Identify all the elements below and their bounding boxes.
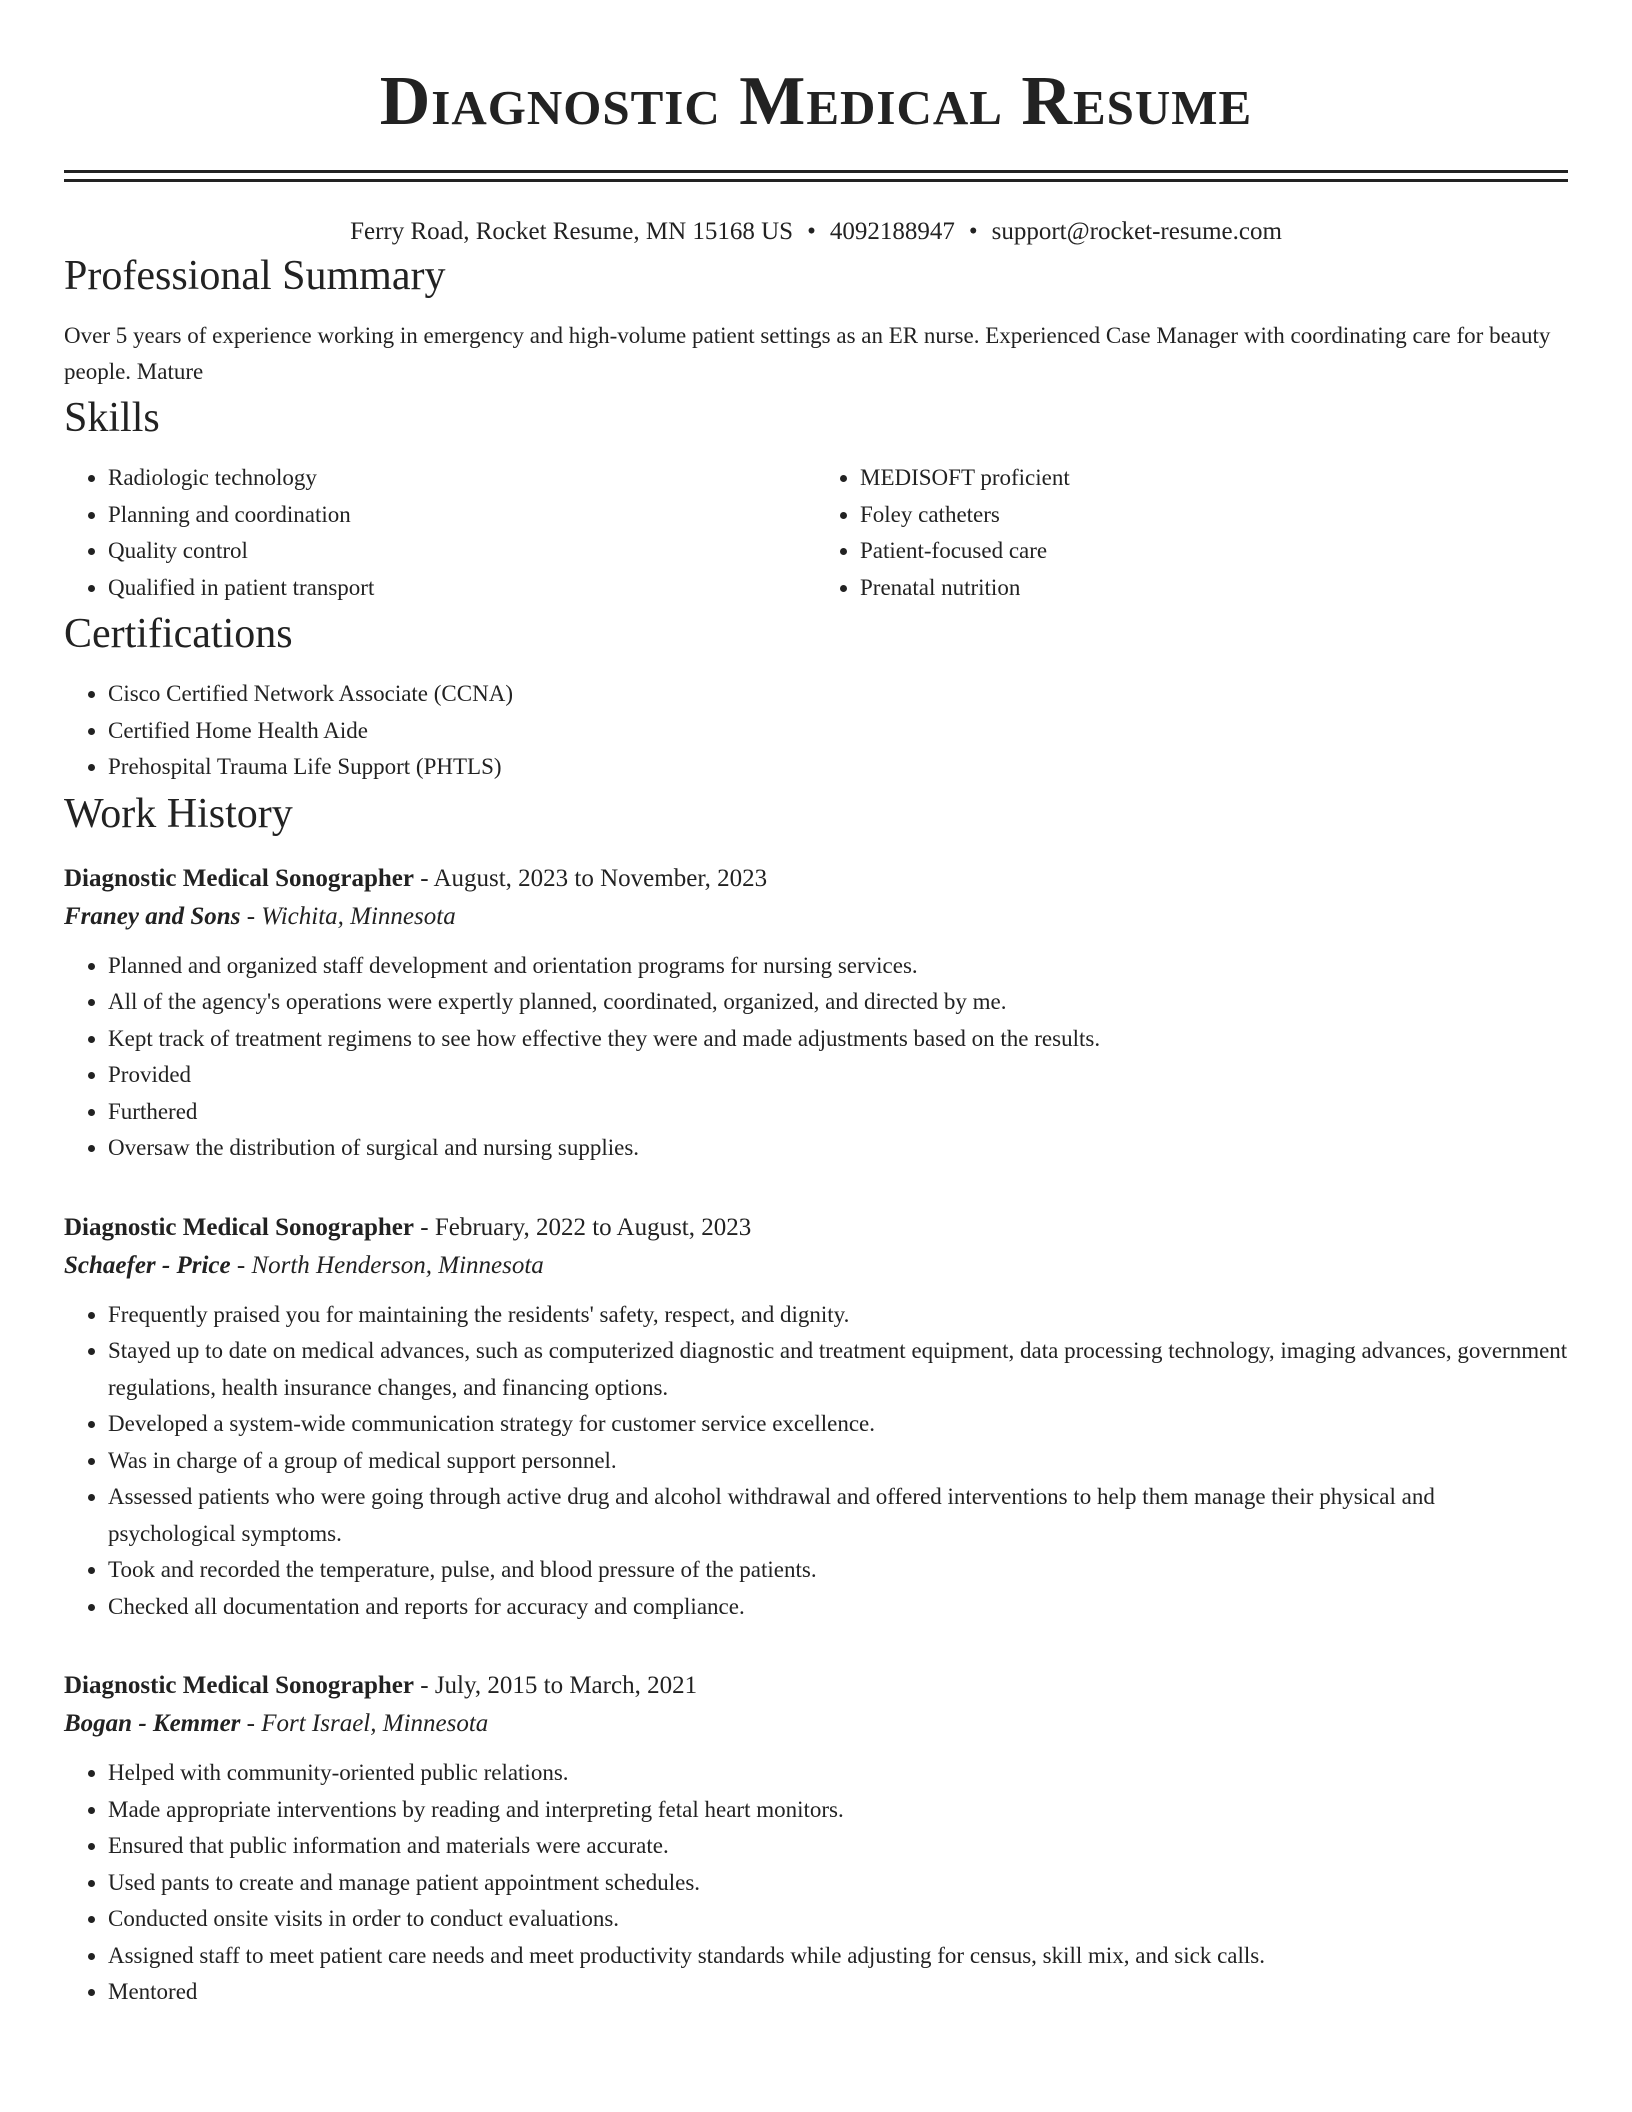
certification-item: • Certified Home Health Aide <box>108 713 1568 750</box>
title-divider-top <box>64 170 1568 173</box>
skill-item: • Quality control <box>108 533 816 570</box>
skill-item: • Qualified in patient transport <box>108 570 816 607</box>
skills-columns <box>64 460 1568 606</box>
job-duty-item: • Frequently praised you for maintaining the residents' safety, respect, and dignity. <box>108 1297 1568 1334</box>
summary-text: Over 5 years of experience working in emergency and high-volume patient settings as an ER nurse. Experienced Case Manager with coordinating care for beauty people. Mature <box>64 323 1551 384</box>
job-duty-item: • Furthered <box>108 1094 1568 1131</box>
job-duty-item: • Planned and organized staff development and orientation programs for nursing services. <box>108 948 1568 985</box>
job-duty-item: • Assigned staff to meet patient care needs and meet productivity standards while adjusting for census, skill mix, and sick calls. <box>108 1938 1568 1975</box>
job-duty-item: • Checked all documentation and reports for accuracy and compliance. <box>108 1589 1568 1626</box>
job-location: - North Henderson, Minnesota <box>230 1251 544 1279</box>
job-dates: - August, 2023 to November, 2023 <box>414 864 768 892</box>
contact-separator: • <box>968 218 978 245</box>
job-duty-item: • All of the agency's operations were expertly planned, coordinated, organized, and directed by me. <box>108 984 1568 1021</box>
job-duty-item: • Kept track of treatment regimens to see how effective they were and made adjustments based on the results. <box>108 1021 1568 1058</box>
contact-separator: • <box>807 218 816 245</box>
job-duty-item: • Conducted onsite visits in order to conduct evaluations. <box>108 1901 1568 1938</box>
job-title-line <box>64 860 1568 898</box>
job-entry <box>64 1667 1568 2011</box>
work-history-heading: Work History <box>64 790 293 837</box>
job-duty-item: • Was in charge of a group of medical support personnel. <box>108 1443 1568 1480</box>
certifications-list <box>64 676 1568 786</box>
summary-heading: Professional Summary <box>64 253 446 299</box>
contact-line <box>64 216 1568 248</box>
skills-list-right <box>816 460 1568 606</box>
certification-item: • Cisco Certified Network Associate (CCNA) <box>108 676 1568 713</box>
job-company-line <box>64 898 1568 936</box>
resume-title: Diagnostic Medical Resume <box>379 63 1253 140</box>
job-duty-item: • Assessed patients who were going through active drug and alcohol withdrawal and offered interventions to help them manage their physical and psychological symptoms. <box>108 1479 1568 1552</box>
job-duty-item: • Ensured that public information and materials were accurate. <box>108 1828 1568 1865</box>
job-title-line <box>64 1209 1568 1247</box>
job-dates: - July, 2015 to March, 2021 <box>414 1672 698 1699</box>
job-entry <box>64 860 1568 1167</box>
certifications-heading: Certifications <box>64 611 293 657</box>
job-duties-list <box>64 1755 1568 2011</box>
job-duty-item: • Stayed up to date on medical advances, such as computerized diagnostic and treatment equipment, data processing technology, imaging advances, government regulations, health insurance changes, and financing options. <box>108 1333 1568 1406</box>
job-company: Schaefer - Price <box>64 1251 231 1279</box>
job-entry <box>64 1209 1568 1626</box>
job-title-line <box>64 1667 1568 1705</box>
skills-heading: Skills <box>64 395 160 441</box>
job-duty-item: • Helped with community-oriented public relations. <box>108 1755 1568 1792</box>
title-divider-bottom <box>64 179 1568 182</box>
contact-phone: 4092188947 <box>829 218 955 245</box>
job-title: Diagnostic Medical Sonographer <box>64 1213 414 1241</box>
certification-item: • Prehospital Trauma Life Support (PHTLS) <box>108 749 1568 786</box>
skill-item: • Patient-focused care <box>860 533 1568 570</box>
job-duties-list <box>64 1297 1568 1626</box>
job-location: - Wichita, Minnesota <box>240 902 456 930</box>
job-duty-item: • Used pants to create and manage patient appointment schedules. <box>108 1865 1568 1902</box>
job-duty-item: • Provided <box>108 1057 1568 1094</box>
job-company-line <box>64 1247 1568 1285</box>
job-duty-item: • Mentored <box>108 1974 1568 2011</box>
contact-email: support@rocket-resume.com <box>991 218 1282 245</box>
skill-item: • Prenatal nutrition <box>860 570 1568 607</box>
job-dates: - February, 2022 to August, 2023 <box>414 1213 752 1241</box>
job-duty-item: • Made appropriate interventions by reading and interpreting fetal heart monitors. <box>108 1792 1568 1829</box>
job-duty-item: • Took and recorded the temperature, pulse, and blood pressure of the patients. <box>108 1552 1568 1589</box>
job-company: Franey and Sons <box>64 902 241 930</box>
job-duty-item: • Oversaw the distribution of surgical and nursing supplies. <box>108 1130 1568 1167</box>
skill-item: • MEDISOFT proficient <box>860 460 1568 497</box>
job-duty-item: • Developed a system-wide communication strategy for customer service excellence. <box>108 1406 1568 1443</box>
skill-item: • Planning and coordination <box>108 497 816 534</box>
skill-item: • Foley catheters <box>860 497 1568 534</box>
job-location: - Fort Israel, Minnesota <box>240 1710 489 1737</box>
skill-item: • Radiologic technology <box>108 460 816 497</box>
job-duties-list <box>64 948 1568 1167</box>
contact-address: Ferry Road, Rocket Resume, MN 15168 US <box>350 218 794 245</box>
skills-list-left <box>64 460 816 606</box>
job-company: Bogan - Kemmer <box>64 1710 241 1737</box>
job-title: Diagnostic Medical Sonographer <box>64 864 414 892</box>
job-company-line <box>64 1705 1568 1743</box>
job-title: Diagnostic Medical Sonographer <box>64 1672 414 1699</box>
